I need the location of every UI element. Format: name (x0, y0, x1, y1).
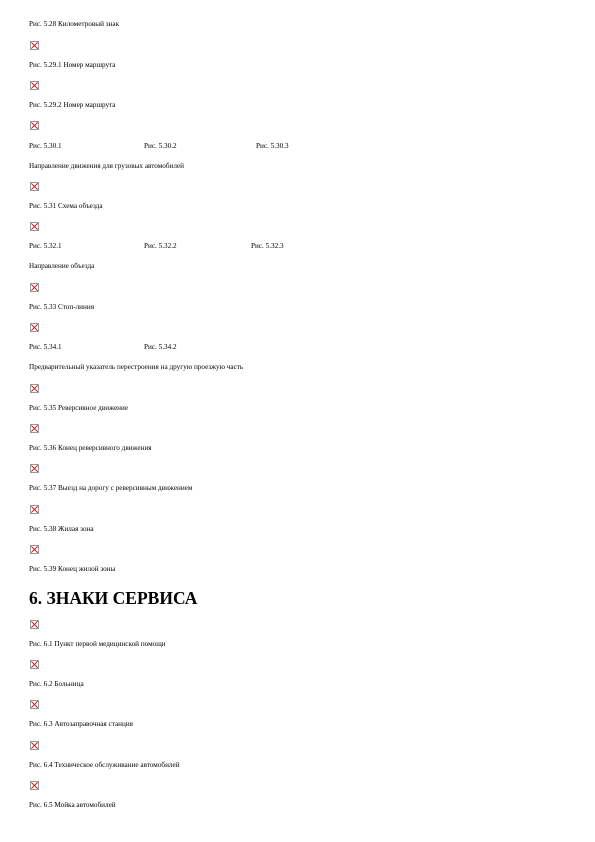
caption-5-38: Рис. 5.38 Жилая зона (29, 525, 94, 533)
caption-6-5: Рис. 6.5 Мойка автомобилей (29, 801, 116, 809)
broken-image-icon (30, 182, 39, 191)
broken-image-icon (30, 283, 39, 292)
broken-image-icon (30, 741, 39, 750)
caption-5-30-2: Рис. 5.30.2 (144, 142, 177, 150)
caption-6-3: Рис. 6.3 Автозаправочная станция (29, 720, 133, 728)
broken-image-icon (30, 505, 39, 514)
broken-image-icon (30, 323, 39, 332)
caption-5-39: Рис. 5.39 Конец жилой зоны (29, 565, 116, 573)
broken-image-icon (30, 464, 39, 473)
caption-5-34-text: Предварительный указатель перестроения на другую проезжую часть (29, 363, 244, 371)
caption-row-5-34 (29, 343, 329, 352)
caption-5-32-2: Рис. 5.32.2 (144, 242, 177, 250)
caption-5-28: Рис. 5.28 Километровый знак (29, 20, 120, 28)
broken-image-icon (30, 384, 39, 393)
caption-5-37: Рис. 5.37 Выезд на дорогу с реверсивным движением (29, 484, 193, 492)
caption-5-32-3: Рис. 5.32.3 (251, 242, 284, 250)
broken-image-icon (30, 781, 39, 790)
caption-6-2: Рис. 6.2 Больница (29, 680, 84, 688)
broken-image-icon (30, 424, 39, 433)
broken-image-icon (30, 121, 39, 130)
broken-image-icon (30, 620, 39, 629)
section-heading: 6. ЗНАКИ СЕРВИСА (29, 588, 198, 608)
broken-image-icon (30, 660, 39, 669)
caption-5-30-3: Рис. 5.30.3 (256, 142, 289, 150)
broken-image-icon (30, 41, 39, 50)
caption-5-29-2: Рис. 5.29.2 Номер маршрута (29, 101, 116, 109)
caption-5-36: Рис. 5.36 Конец реверсивного движения (29, 444, 152, 452)
caption-6-4: Рис. 6.4 Техническое обслуживание автомобилей (29, 761, 180, 769)
caption-6-1: Рис. 6.1 Пункт первой медицинской помощи (29, 640, 166, 648)
caption-5-30-text: Направление движения для грузовых автомобилей (29, 162, 184, 170)
caption-5-33: Рис. 5.33 Стоп-линия (29, 303, 95, 311)
caption-5-32-1: Рис. 5.32.1 (29, 242, 62, 250)
broken-image-icon (30, 81, 39, 90)
caption-5-34-1: Рис. 5.34.1 (29, 343, 62, 351)
broken-image-icon (30, 222, 39, 231)
caption-row-5-32 (29, 242, 329, 251)
caption-row-5-30 (29, 142, 329, 151)
caption-5-29-1: Рис. 5.29.1 Номер маршрута (29, 61, 116, 69)
broken-image-icon (30, 545, 39, 554)
caption-5-32-text: Направление объезда (29, 262, 95, 270)
caption-5-30-1: Рис. 5.30.1 (29, 142, 62, 150)
caption-5-31: Рис. 5.31 Схема объезда (29, 202, 103, 210)
caption-5-35: Рис. 5.35 Реверсивное движение (29, 404, 129, 412)
broken-image-icon (30, 700, 39, 709)
caption-5-34-2: Рис. 5.34.2 (144, 343, 177, 351)
